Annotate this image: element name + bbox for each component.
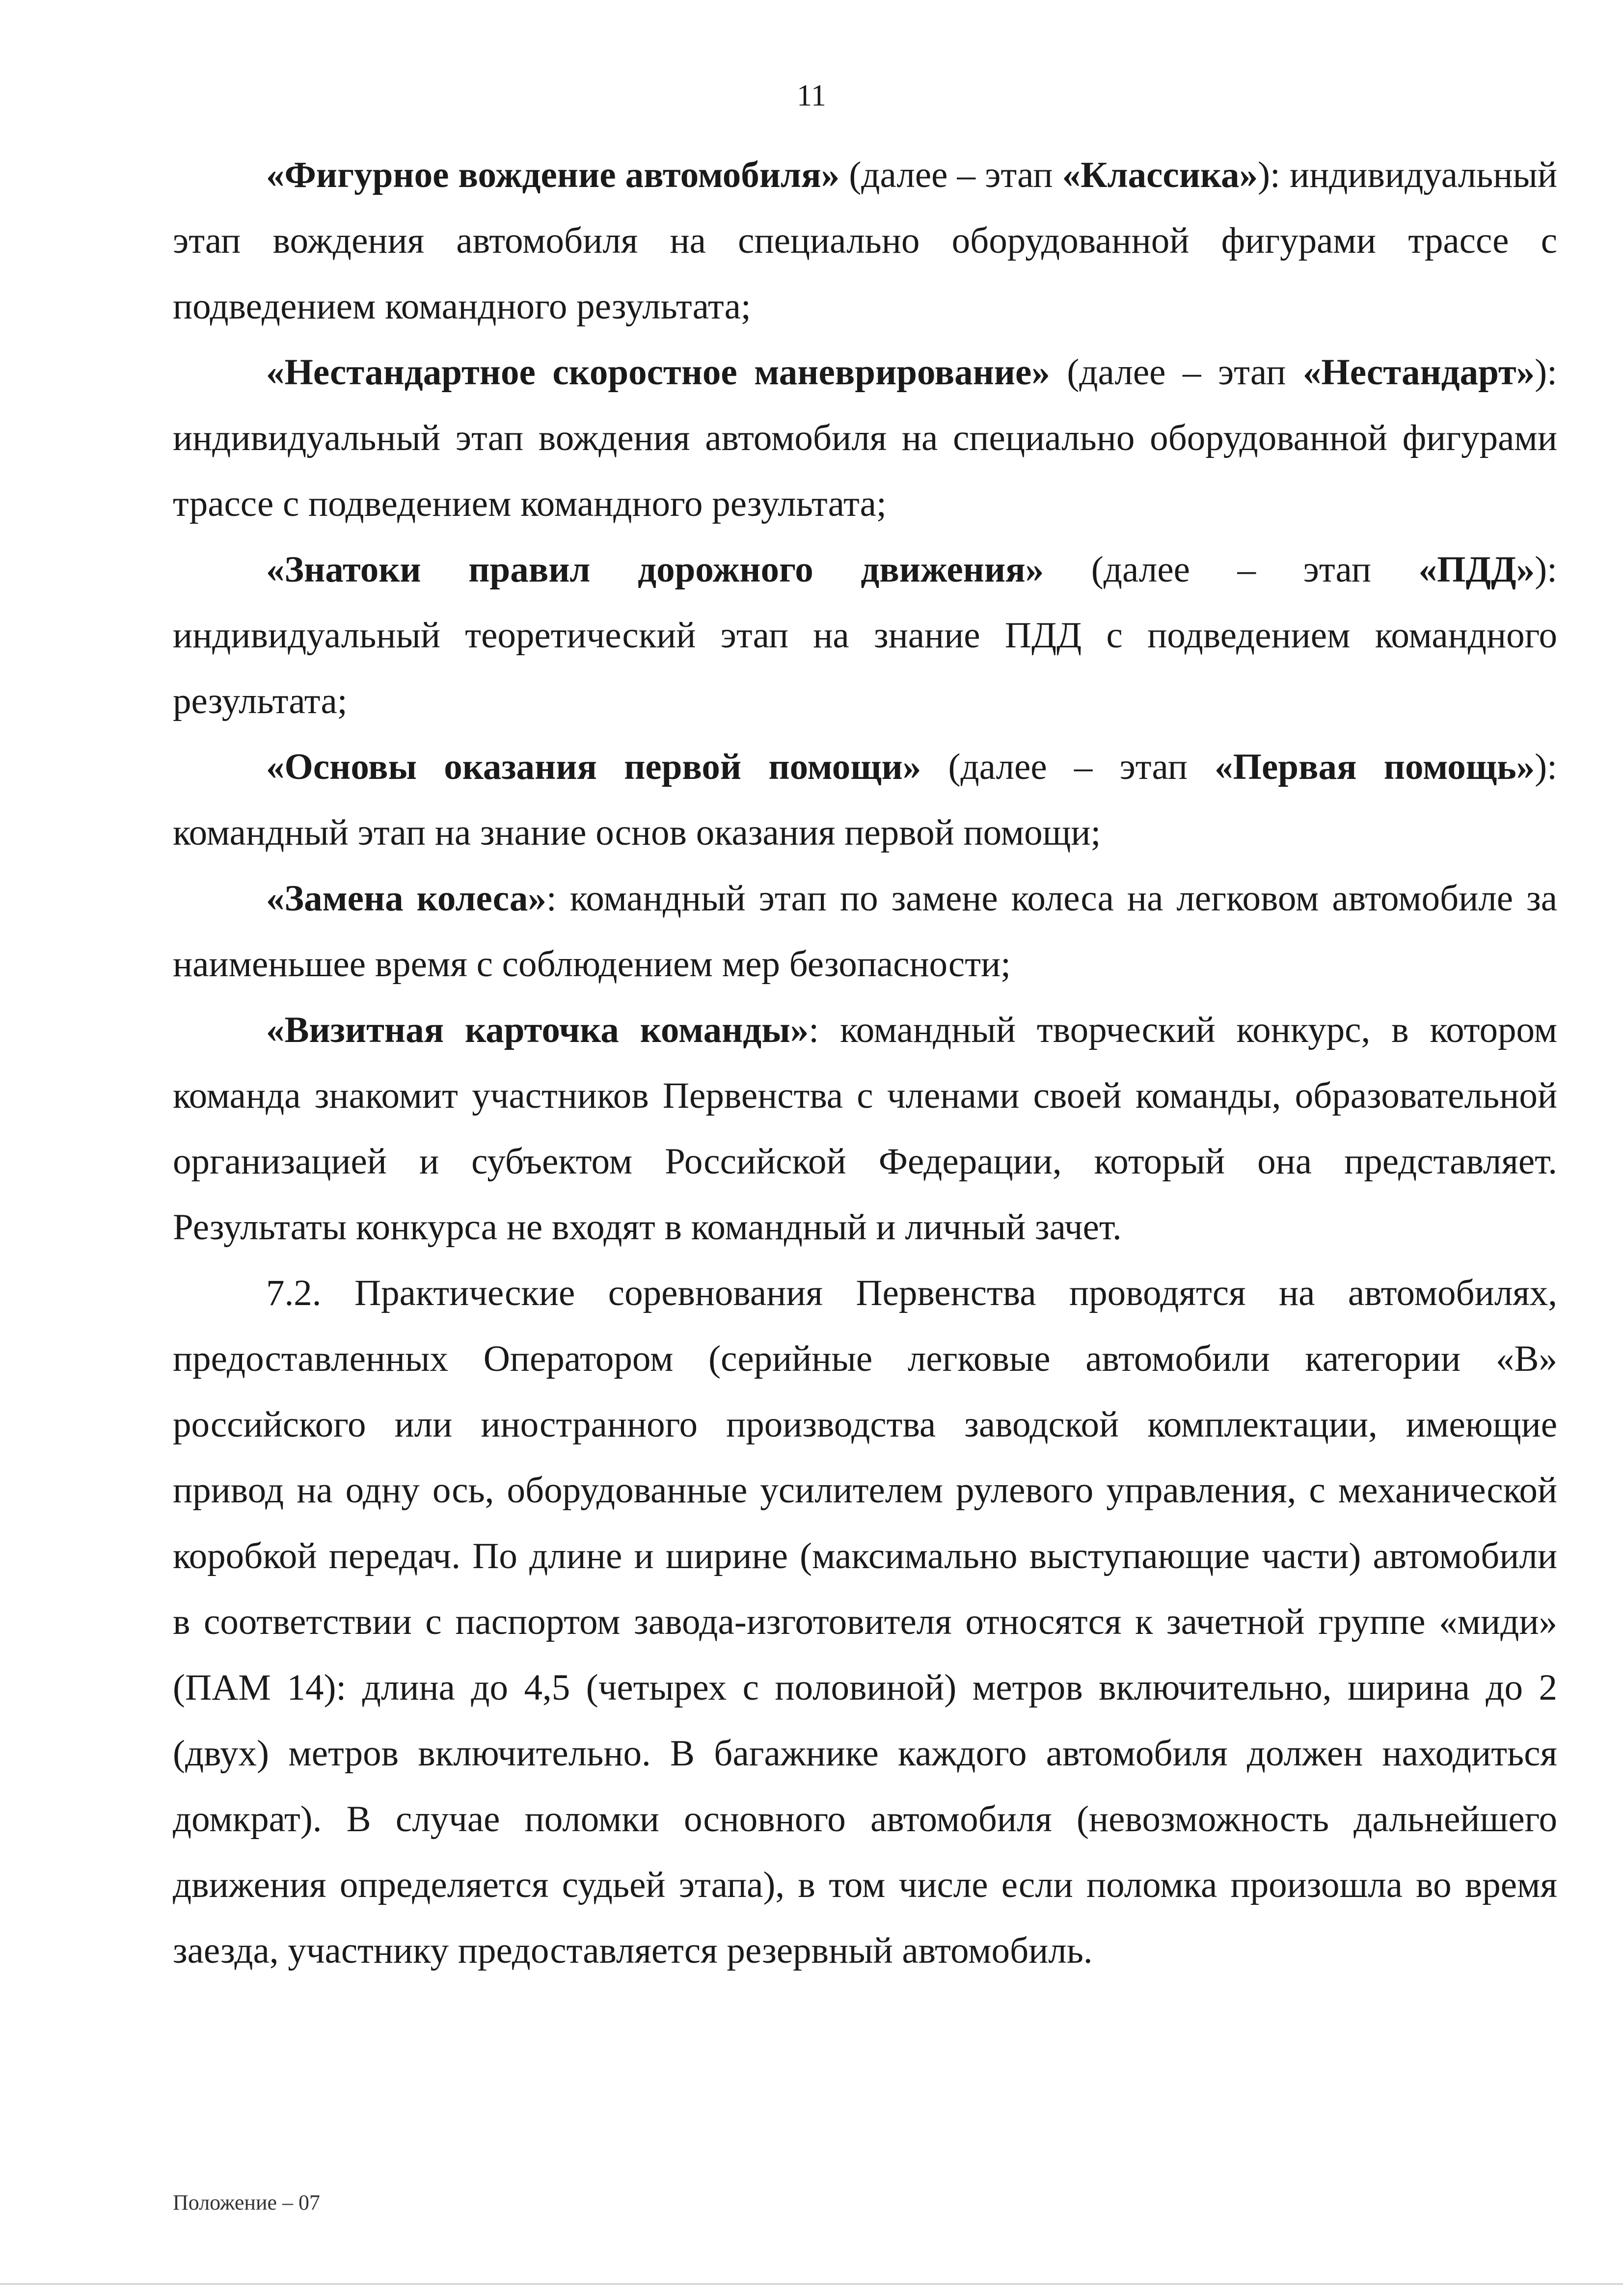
alias-bold: «Нестандарт» [1302,352,1535,393]
bottom-divider [0,2283,1623,2285]
alias-bold: «Первая помощь» [1215,747,1535,787]
paragraph-text: ): командный этап на знание основ оказания первой помощи; [173,747,1557,853]
paragraph-klassika [173,142,1557,340]
term-bold: «Основы оказания первой помощи» [266,747,921,787]
term-bold: «Фигурное вождение автомобиля» [266,155,840,195]
document-footer: Положение – 07 [173,2190,321,2215]
term-bold: «Визитная карточка команды» [266,1010,809,1050]
paragraph-text: ): индивидуальный теоретический этап на знание ПДД с подведением командного результата; [173,549,1557,721]
term-bold: «Нестандартное скоростное маневрирование» [266,352,1050,393]
paragraph-text: (далее – этап [1050,352,1303,393]
document-body [173,142,1557,1984]
paragraph-business-card [173,997,1557,1260]
alias-bold: «Классика» [1062,155,1258,195]
paragraph-pdd [173,537,1557,734]
paragraph-text: ): индивидуальный этап вождения автомобиля на специально оборудованной фигурами трассе с подведением командного результата; [173,352,1557,524]
paragraph-text: ): индивидуальный этап вождения автомобиля на специально оборудованной фигурами трассе с подведением командного результата; [173,155,1557,327]
paragraph-text: : командный творческий конкурс, в котором команда знакомит участников Первенства с членами своей команды, образовательной организацией и субъектом Российской Федерации, который она представляет. Результаты конкурса не входят в командный и личный зачет. [173,1010,1557,1248]
paragraph-text: (далее – этап [1044,549,1419,590]
paragraph-text: (далее – этап [839,155,1062,195]
alias-bold: «ПДД» [1418,549,1535,590]
term-bold: «Замена колеса» [266,878,546,919]
page-number: 11 [797,79,826,112]
paragraph-text: : командный этап по замене колеса на легковом автомобиле за наименьшее время с соблюдением мер безопасности; [173,878,1557,985]
paragraph-wheel-change [173,866,1557,997]
paragraph-first-aid [173,734,1557,866]
paragraph-nestandart [173,340,1557,537]
term-bold: «Знатоки правил дорожного движения» [266,549,1044,590]
paragraph-7-2 [173,1260,1557,1984]
paragraph-text: 7.2. Практические соревнования Первенства проводятся на автомобилях, предоставленных Оператором (серийные легковые автомобили категории «В» российского или иностранного производства заводской комплектации, имеющие привод на одну ось, оборудованные усилителем рулевого управления, с механической коробкой передач. По длине и ширине (максимально выступающие части) автомобили в соответствии с паспортом завода-изготовителя относятся к зачетной группе «миди» (ПАМ 14): длина до 4,5 (четырех с половиной) метров включительно, ширина до 2 (двух) метров включительно. В багажнике каждого автомобиля должен находиться домкрат). В случае поломки основного автомобиля (невозможность дальнейшего движения определяется судьей этапа), в том числе если поломка произошла во время заезда, участнику предоставляется резервный автомобиль. [173,1273,1557,1971]
paragraph-text: (далее – этап [921,747,1215,787]
